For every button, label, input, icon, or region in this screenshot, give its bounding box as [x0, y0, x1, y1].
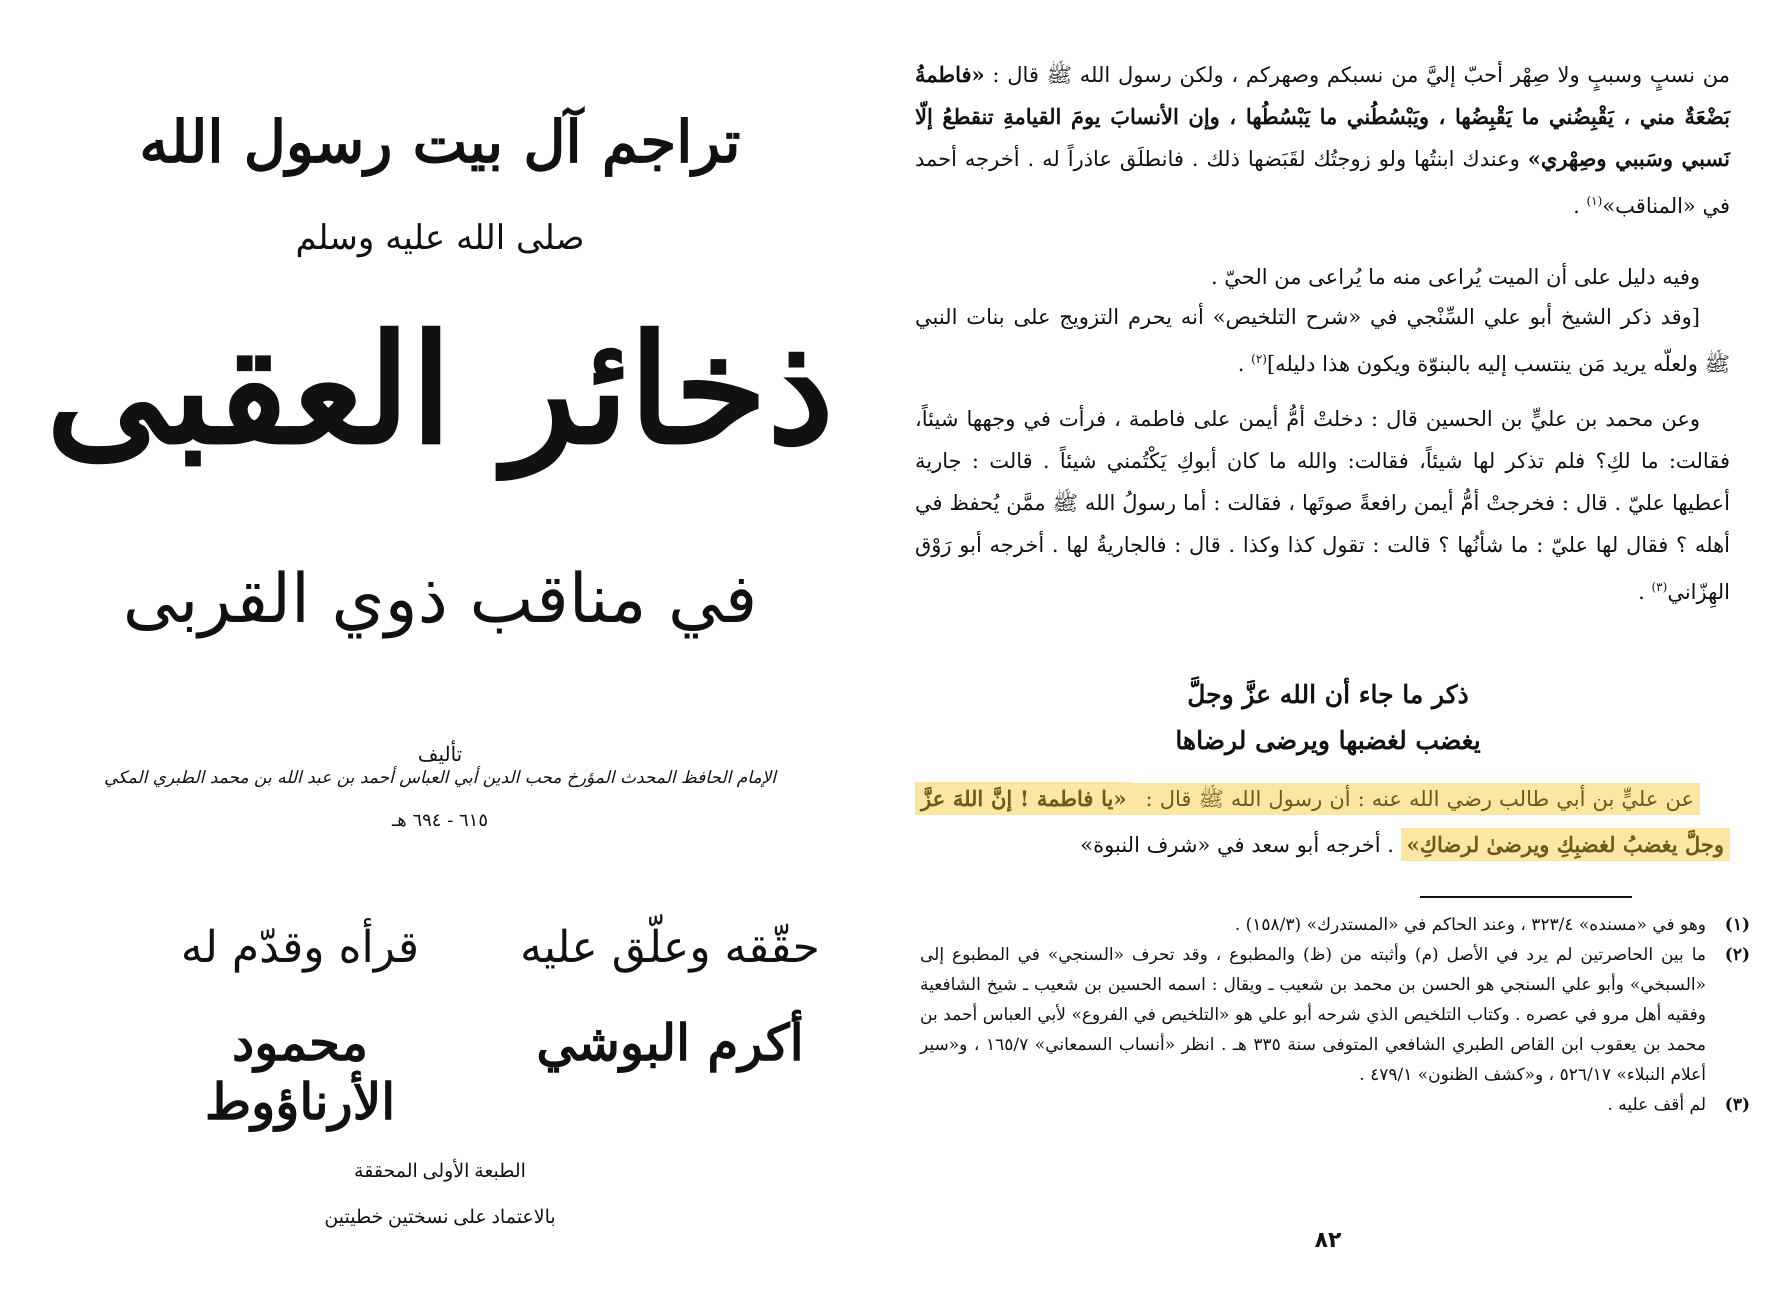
editor-credit — [510, 922, 830, 1072]
section-heading-line-2: يغضب لغضبها ويرضى لرضاها — [1175, 726, 1481, 755]
footnote-text: لم أقف عليه . — [1607, 1095, 1706, 1115]
author-name: الإمام الحافظ المحدث المؤرخ محب الدين أبي العباس أحمد بن عبد الله بن محمد الطبري المكي — [104, 768, 776, 788]
page-number: ٨٢ — [1314, 1228, 1342, 1253]
section-heading-line-1: ذكر ما جاء أن الله عزَّ وجلَّ — [1187, 680, 1469, 709]
footnote-ref[interactable]: (٣) — [1651, 580, 1668, 594]
editor-name: أكرم البوشي — [536, 1013, 804, 1072]
edition-label: الطبعة الأولى المحققة — [354, 1161, 526, 1182]
highlighted-hadith[interactable]: «يا فاطمة ! إنَّ اللهَ عزَّ وجلَّ يغضبُ لغضبِكِ ويرضىٰ لرضاكِ» — [915, 782, 1730, 861]
footnote — [920, 1090, 1750, 1120]
paragraph-1 — [915, 54, 1730, 227]
footnote — [920, 910, 1750, 940]
punctuation: . — [1638, 580, 1652, 604]
footnote-number: (٢) — [1724, 945, 1750, 965]
paragraph-text: وعن محمد بن عليٍّ بن الحسين قال : دخلتْ أمُّ أيمن على فاطمة ، فرأت في وجهها شيئاً، فقالت: ما لكِ؟ فلم تذكر لها شيئاً، فقالت: والله ما كان أبوكِ يَكْتُمني شيئاً . قالت : جارية أعطيها عليّ . قال : فخرجتْ أمُّ أيمن رافعةً صوتَها ، فقالت : أما رسولُ الله ﷺ ممَّن يُحفظ في أهله ؟ فقال لها عليّ : ما شأنُها ؟ قالت : تقول كذا وكذا . قال : فالجاريةُ لها . أخرجه أبو رَوْق الهِزّاني — [915, 407, 1730, 604]
paragraph-3 — [915, 296, 1730, 385]
reviewer-credit — [150, 922, 450, 1131]
reviewer-role: قرأه وقدّم له — [180, 922, 420, 973]
paragraph-text: . أخرجه أبو سعد في «شرف النبوة» — [1080, 833, 1401, 857]
footnote-separator — [1420, 896, 1632, 898]
footnote-ref[interactable]: (٢) — [1251, 352, 1267, 366]
title-page — [0, 0, 880, 1300]
footnote-text: ما بين الحاصرتين لم يرد في الأصل (م) وأثبته من (ظ) والمطبوع ، وقد تحرف «السنجي» في المطبوع إلى «السبخي» وأبو علي السنجي هو الحسن بن محمد بن شعيب ـ ويقال : اسمه الحسين بن شعيب ـ شيخ الشافعية وفقيه أهل مرو في عصره . وكتاب التلخيص الذي شرحه أبو علي هو «التلخيص في الفروع» لأبي العباس أحمد بن محمد بن يعقوب ابن القاص الطبري الشافعي المتوفى سنة ٣٣٥ هـ . انظر «أنساب السمعاني» ١٦٥/٧ ، و«سير أعلام النبلاء» ٥٢٦/١٧ ، و«كشف الظنون» ٤٧٩/١ . — [920, 945, 1706, 1085]
footnotes — [920, 910, 1750, 1120]
hadith-quote: «فاطمةُ بَضْعَةٌ مني ، يَقْبِضُني ما يَقْبِضُها ، ويَبْسُطُني ما يَبْسُطُها ، وإن الأنسابَ يومَ القيامةِ تنقطعُ إلّا نَسبي وسَببي وصِهْري» — [915, 62, 1730, 171]
footnote-ref[interactable]: (١) — [1586, 194, 1603, 208]
author-dates: ٦١٥ - ٦٩٤ هـ — [391, 810, 489, 831]
salutation: صلى الله عليه وسلم — [295, 218, 585, 258]
book-title: ذخائر العقبى — [46, 302, 834, 478]
edition-basis: بالاعتماد على نسختين خطيتين — [324, 1207, 556, 1228]
punctuation: . — [1573, 194, 1587, 218]
paragraph-text: من نسبٍ وسببٍ ولا صِهْر أحبّ إليَّ من نسبكم وصهركم ، ولكن رسول الله ﷺ قال : — [984, 63, 1730, 87]
footnote-number: (٣) — [1724, 1095, 1750, 1115]
footnote — [920, 940, 1750, 1090]
punctuation: . — [1237, 352, 1252, 376]
footnote-number: (١) — [1724, 915, 1750, 935]
footnote-text: وهو في «مسنده» ٣٢٣/٤ ، وعند الحاكم في «المستدرك» (١٥٨/٣) . — [1234, 915, 1706, 935]
series-title: تراجم آل بيت رسول الله — [139, 108, 741, 176]
section-heading — [880, 672, 1776, 764]
paragraph-5 — [915, 776, 1730, 868]
paragraph-4 — [915, 398, 1730, 613]
paragraph-2: وفيه دليل على أن الميت يُراعى منه ما يُراعى من الحيّ . — [1210, 265, 1700, 289]
editor-role: حقّقه وعلّق عليه — [520, 922, 820, 973]
paragraph-text: وعندك ابنتُها ولو زوجتُك لقَبَضها ذلك . فانطلَق عاذراً له . أخرجه أحمد في «المناقب» — [915, 147, 1730, 218]
authored-by-label: تأليف — [417, 742, 463, 766]
reviewer-name: محمود الأرناؤوط — [204, 1013, 396, 1131]
text-page — [880, 0, 1776, 1300]
book-subtitle: في مناقب ذوي القربى — [122, 560, 758, 639]
highlighted-text[interactable]: عن عليٍّ بن أبي طالب رضي الله عنه : أن رسول الله ﷺ قال : — [1132, 783, 1700, 815]
paragraph-text: [وقد ذكر الشيخ أبو علي السِّنْجي في «شرح التلخيص» أنه يحرم التزويج على بنات النبي ﷺ ولعلّه يريد مَن ينتسب إليه بالبنوّة ويكون هذا دليله] — [915, 305, 1730, 376]
